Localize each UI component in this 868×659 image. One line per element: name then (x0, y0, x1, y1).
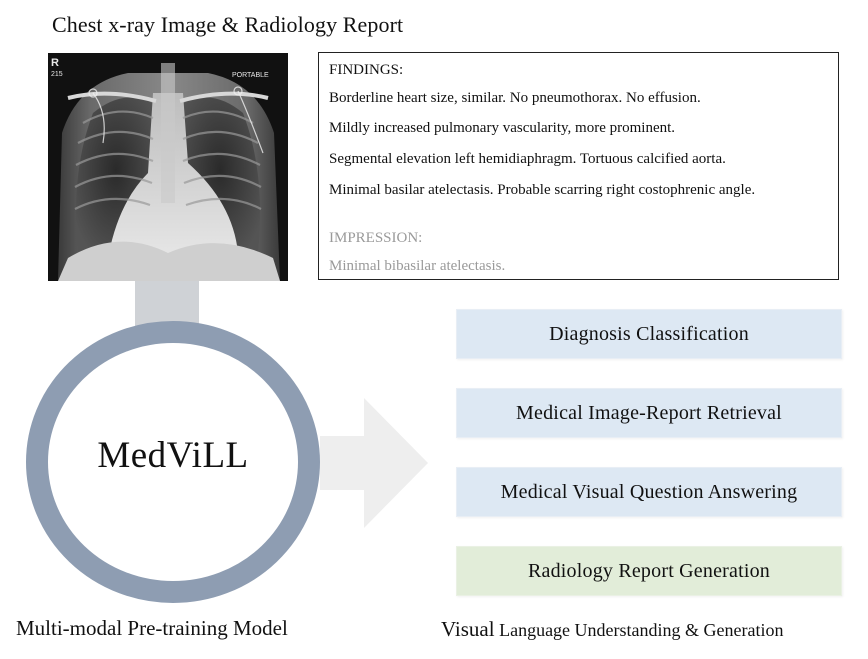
findings-heading: FINDINGS: (329, 62, 404, 78)
radiology-report (318, 52, 839, 280)
tasks-caption-part2: Language Understanding & Generation (494, 620, 784, 640)
xray-marker-portable: PORTABLE (232, 72, 269, 79)
impression-heading: IMPRESSION: (329, 230, 423, 246)
task-diagnosis-classification: Diagnosis Classification (456, 309, 842, 359)
page-title: Chest x-ray Image & Radiology Report (52, 12, 404, 37)
right-arrow-icon (320, 398, 430, 528)
task-report-generation: Radiology Report Generation (456, 546, 842, 596)
tasks-caption-part1: Visual (441, 617, 495, 641)
xray-drawing (48, 53, 288, 281)
finding-line: Mildly increased pulmonary vascularity, more prominent. (329, 120, 676, 136)
model-ring (21, 316, 325, 608)
task-visual-question-answering: Medical Visual Question Answering (456, 467, 842, 517)
finding-line: Borderline heart size, similar. No pneumothorax. No effusion. (329, 90, 701, 106)
finding-line: Minimal basilar atelectasis. Probable scarring right costophrenic angle. (329, 182, 756, 198)
finding-line: Segmental elevation left hemidiaphragm. Tortuous calcified aorta. (329, 151, 726, 167)
task-image-report-retrieval: Medical Image-Report Retrieval (456, 388, 842, 438)
chest-xray-image (48, 53, 288, 281)
impression-text: Minimal bibasilar atelectasis. (329, 258, 506, 274)
xray-marker-r: R (51, 57, 59, 69)
model-caption: Multi-modal Pre-training Model (16, 616, 288, 640)
xray-marker-number: 215 (51, 71, 63, 78)
tasks-caption (441, 617, 783, 642)
model-name: MedViLL (97, 435, 249, 476)
